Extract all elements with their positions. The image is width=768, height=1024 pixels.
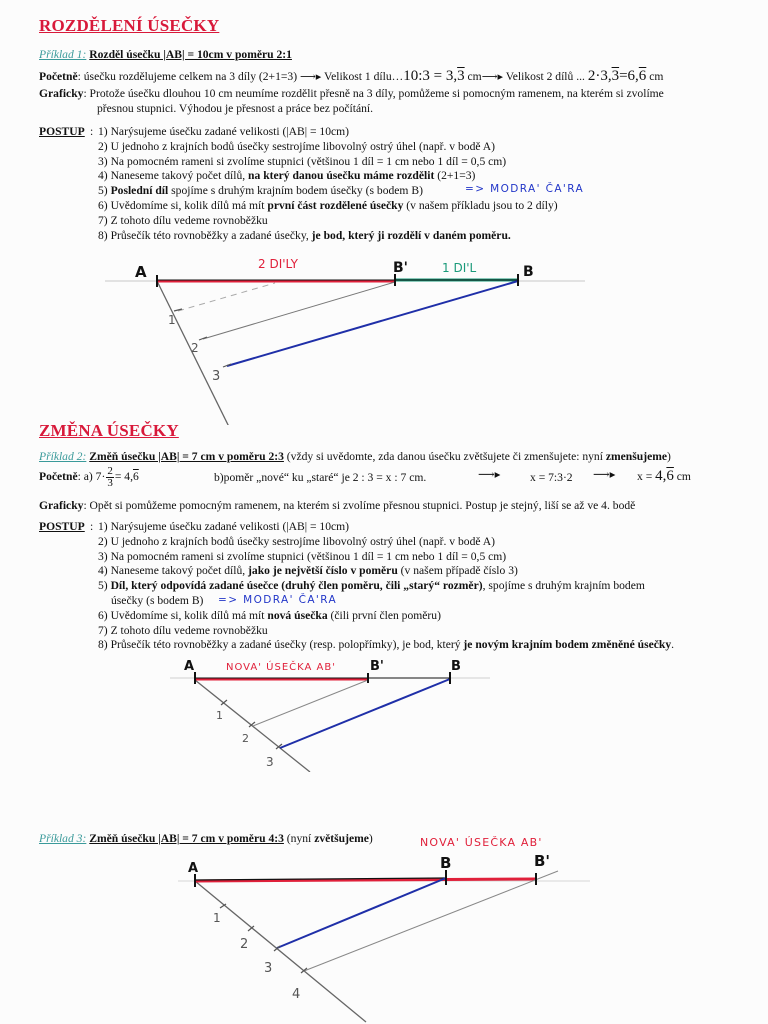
example3-sep: :: [82, 832, 87, 845]
graficky1-line2: přesnou stupnici. Výhodou je přesnost a práce bez počítání.: [97, 102, 374, 115]
example2-note-bold: zmenšujeme: [605, 450, 668, 463]
step-text-a: Na pomocném rameni si zvolíme stupnici (většinou 1 díl = 1 cm nebo 1 díl = 0,5 cm): [110, 154, 507, 168]
scale-label-4: 4: [292, 987, 301, 1002]
step-text-a: Z tohoto dílu vedeme rovnoběžku: [110, 623, 268, 637]
postup-step: [98, 579, 645, 592]
step-text-n: 3): [98, 154, 111, 168]
postup2-colon: :: [90, 520, 94, 533]
step-text-c: , spojíme s druhým krajním bodem: [482, 579, 645, 593]
step-text-b: je novým krajním bodem změněné úsečky: [463, 638, 672, 652]
step-text-b: první část rozdělené úsečky: [267, 199, 404, 212]
example2-task: Změň úsečku |AB| = 7 cm v poměru 2:3: [89, 450, 284, 463]
velikost2-result-repeat: 6: [638, 68, 647, 84]
step-text-b: Díl, který odpovídá zadané úsečce (druhý člen poměru, čili „starý“ rozměr): [110, 579, 483, 593]
step-text-a: Průsečík této rovnoběžky a zadané úsečky (resp. polopřímky), je bod, který: [110, 638, 464, 652]
step-text-n: 4): [98, 169, 111, 183]
step-text-b: Poslední díl: [110, 184, 169, 198]
diagram-change-shrink: [160, 652, 490, 772]
step-text-c: spojíme s druhým krajním bodem úsečky (s bodem B): [168, 184, 423, 198]
postup-step: [98, 155, 506, 168]
label-2-dily: 2 DI'LY: [258, 257, 298, 271]
note-modra-cara-2: => MODRA' ČA'RA: [218, 594, 338, 606]
pocetne2-eq2: [637, 469, 691, 485]
auxiliary-ray: [157, 281, 275, 425]
point-a-label: A: [184, 659, 195, 674]
step-text-a: Naneseme takový počet dílů,: [110, 169, 249, 183]
postup-step: [98, 125, 349, 138]
postup2-label-text: POSTUP: [39, 520, 85, 533]
diagram-change-enlarge: [170, 828, 590, 1024]
step-text-n: 1): [98, 520, 111, 533]
scale-label-2: 2: [240, 937, 249, 952]
point-b-label: B: [440, 854, 452, 872]
velikost2-unit: cm: [646, 70, 664, 83]
postup2-label: [39, 520, 85, 535]
velikost1-math: 10:3 = 3,: [403, 68, 458, 84]
scale-label-1: 1: [168, 313, 176, 327]
step-text-n: 2): [98, 534, 111, 548]
eq2-x: x =: [637, 470, 656, 483]
scale-label-3: 3: [212, 369, 221, 384]
step-text-n: 4): [98, 564, 111, 578]
section2-heading: ZMĚNA ÚSEČKY: [39, 421, 179, 440]
step-text-b: na který danou úsečku máme rozdělit: [248, 169, 435, 183]
step-text-n: 3): [98, 549, 111, 563]
note-modra-cara-1: => MODRA' ČA'RA: [465, 183, 585, 195]
step-text-n: 6): [98, 608, 111, 622]
step-text-n: 1): [98, 125, 111, 138]
pocetne2-a-seven: 7·: [95, 470, 106, 484]
step-text-c: (2+1=3): [434, 169, 476, 183]
postup-step: [98, 140, 495, 153]
blue-line-3-to-b: [227, 281, 518, 366]
example3-note: (nyní: [283, 832, 315, 845]
step-text-a: Naneseme takový počet dílů,: [110, 564, 249, 578]
step-text-a: U jednoho z krajních bodů úsečky sestrojíme libovolný ostrý úhel (např. v bodě A): [110, 534, 496, 548]
step-text-n: 6): [98, 199, 111, 212]
example1-title: [39, 48, 292, 61]
example1-label: Příklad 1: [39, 48, 83, 61]
postup-step: [98, 564, 518, 577]
pocetne2-a: : a): [77, 470, 96, 484]
graficky2-text: : Opět si pomůžeme pomocným ramenem, na kterém si zvolíme přesnou stupnici. Postup je stejný, liší se až ve 4. bodě: [83, 499, 636, 512]
postup-step: [98, 229, 511, 242]
postup1-label: [39, 125, 85, 140]
example2-title: [39, 450, 671, 463]
graficky1-line1: [39, 87, 664, 102]
eq2-value: 4,: [655, 468, 667, 484]
scale-label-1: 1: [213, 911, 221, 925]
step-text-n: 2): [98, 139, 111, 153]
step-text-a: U jednoho z krajních bodů úsečky sestrojíme libovolný ostrý úhel (např. v bodě A): [110, 139, 496, 153]
graficky2-line: [39, 499, 635, 514]
pocetne2-a-result: = 4,: [114, 470, 133, 484]
example2-note: (vždy si uvědomte, zda danou úsečku zvětšujete či zmenšujete: nyní: [283, 450, 606, 463]
step-text-c: (čili první člen poměru): [327, 608, 441, 622]
step-text-a: Narýsujeme úsečku zadané velikosti (|AB| = 10cm): [110, 125, 350, 138]
velikost1-unit: cm: [464, 70, 482, 83]
postup-step: [98, 199, 558, 212]
point-bp-label: B': [370, 659, 384, 674]
scale-label-2: 2: [242, 732, 249, 745]
velikost2-repeat: 3: [611, 68, 620, 84]
graficky2-label: Graficky: [39, 499, 84, 512]
arrow-right-icon: ⟶▸: [481, 71, 503, 83]
point-b-label: B: [523, 264, 534, 280]
section1-heading: ROZDĚLENÍ ÚSEČKY: [39, 16, 220, 35]
step-text-n: 7): [98, 623, 111, 637]
scale-label-1: 1: [216, 709, 223, 722]
step-text-c: (v našem příkladu jsou to 2 díly): [403, 199, 558, 212]
fraction-2-3: [106, 466, 114, 489]
example2-sep: :: [82, 450, 87, 463]
graficky1-label: Graficky: [39, 87, 84, 100]
velikost1-repeat: 3: [457, 68, 465, 84]
label-nova-usecka: NOVA' ÚSEČKA AB': [226, 662, 336, 673]
example2-label: Příklad 2: [39, 450, 83, 463]
step-text-a: Z tohoto dílu vedeme rovnoběžku: [110, 213, 268, 227]
pocetne1-text: : úsečku rozdělujeme celkem na 3 díly (2+1=3): [77, 70, 298, 83]
label-nova-usecka: NOVA' ÚSEČKA AB': [420, 836, 543, 849]
postup1-label-text: POSTUP: [39, 125, 85, 138]
fraction-den: 3: [107, 477, 113, 489]
fraction-num: 2: [107, 465, 113, 477]
scale-label-3: 3: [266, 755, 274, 769]
postup-step: [98, 184, 423, 197]
construction-dashed: [178, 283, 275, 311]
pocetne2-label: Početně: [39, 470, 78, 484]
postup-step: [98, 624, 268, 637]
step-text-a: Narýsujeme úsečku zadané velikosti (|AB| = 10cm): [110, 520, 350, 533]
step-text-b: jako je největší číslo v poměru: [248, 564, 398, 578]
example3-task: Změň úsečku |AB| = 7 cm v poměru 4:3: [89, 832, 284, 845]
example3-label: Příklad 3: [39, 832, 83, 845]
arrow-right-icon: ⟶▸: [300, 71, 322, 83]
step-text-a: Průsečík této rovnoběžky a zadané úsečky,: [110, 228, 312, 242]
step-text-n: 8): [98, 638, 111, 652]
example2-note-end: ): [667, 450, 671, 463]
step-text-n: 7): [98, 213, 111, 227]
velikost2-result: =6,: [619, 68, 639, 84]
pocetne2-eq1: x = 7:3·2: [530, 471, 573, 484]
velikost2-label: Velikost 2 dílů ...: [505, 70, 585, 83]
arrow-right-icon: ⟶▸: [478, 468, 501, 481]
step-text-n: 5): [98, 184, 111, 198]
example1-sep: :: [82, 48, 87, 61]
step-text-b: nová úsečka: [267, 608, 328, 622]
arrow-right-icon: ⟶▸: [593, 468, 616, 481]
postup-step: [98, 609, 441, 622]
step-text-n: 5): [98, 579, 111, 593]
diagram-division: [100, 250, 600, 425]
blue-line-3-to-b: [277, 878, 446, 948]
point-bp-label: B': [393, 260, 408, 276]
postup-step: [98, 535, 495, 548]
step-text-a: Uvědomíme si, kolik dílů má mít: [110, 199, 268, 212]
step-text-a: úsečky (s bodem B): [111, 594, 204, 607]
point-a-label: A: [188, 861, 199, 876]
step-text-c: (v našem případě číslo 3): [397, 564, 518, 578]
blue-line-3-to-b: [280, 679, 450, 748]
example1-task: Rozděl úsečku |AB| = 10cm v poměru 2:1: [89, 48, 292, 61]
step-text-a: Uvědomíme si, kolik dílů má mít: [110, 608, 268, 622]
postup-step: [111, 594, 203, 607]
example3-note-bold: zvětšujeme: [314, 832, 369, 845]
step-text-n: 8): [98, 228, 111, 242]
label-1-dil: 1 DI'L: [442, 261, 477, 275]
example3-note-end: ): [368, 832, 373, 845]
pocetne2-b: b)poměr „nové“ ku „staré“ je 2 : 3 = x : 7 cm.: [214, 471, 427, 484]
postup-step: [98, 550, 506, 563]
postup-step: [98, 520, 349, 533]
parallel-line: [203, 282, 395, 339]
auxiliary-ray: [195, 881, 366, 1022]
eq2-unit: cm: [673, 470, 691, 483]
pocetne1-line: [39, 69, 663, 85]
step-text-a: Na pomocném rameni si zvolíme stupnici (většinou 1 díl = 1 cm nebo 1 díl = 0,5 cm): [110, 549, 507, 563]
point-b-label: B: [451, 659, 461, 674]
pocetne2-line: [39, 466, 139, 489]
velikost1-label: Velikost 1 dílu…: [324, 70, 404, 83]
postup-step: [98, 169, 475, 182]
postup1-colon: :: [90, 125, 94, 138]
step-text-c: .: [671, 638, 675, 652]
pocetne2-a-repeat: 6: [132, 470, 139, 484]
postup-step: [98, 638, 674, 651]
step-text-b: je bod, který ji rozdělí v daném poměru.: [311, 228, 511, 242]
pocetne1-label: Početně: [39, 70, 78, 83]
auxiliary-ray: [195, 680, 310, 772]
velikost2-math: 2·3,: [587, 68, 612, 84]
eq2-repeat: 6: [666, 468, 674, 484]
point-bp-label: B': [534, 852, 551, 870]
postup-step: [98, 214, 268, 227]
scale-label-3: 3: [264, 961, 273, 976]
scale-label-2: 2: [191, 341, 199, 355]
graficky1-text: : Protože úsečku dlouhou 10 cm neumíme rozdělit přesně na 3 díly, pomůžeme si pomocným ramenem, na kterém si zvolíme: [83, 87, 664, 100]
point-a-label: A: [135, 263, 147, 281]
